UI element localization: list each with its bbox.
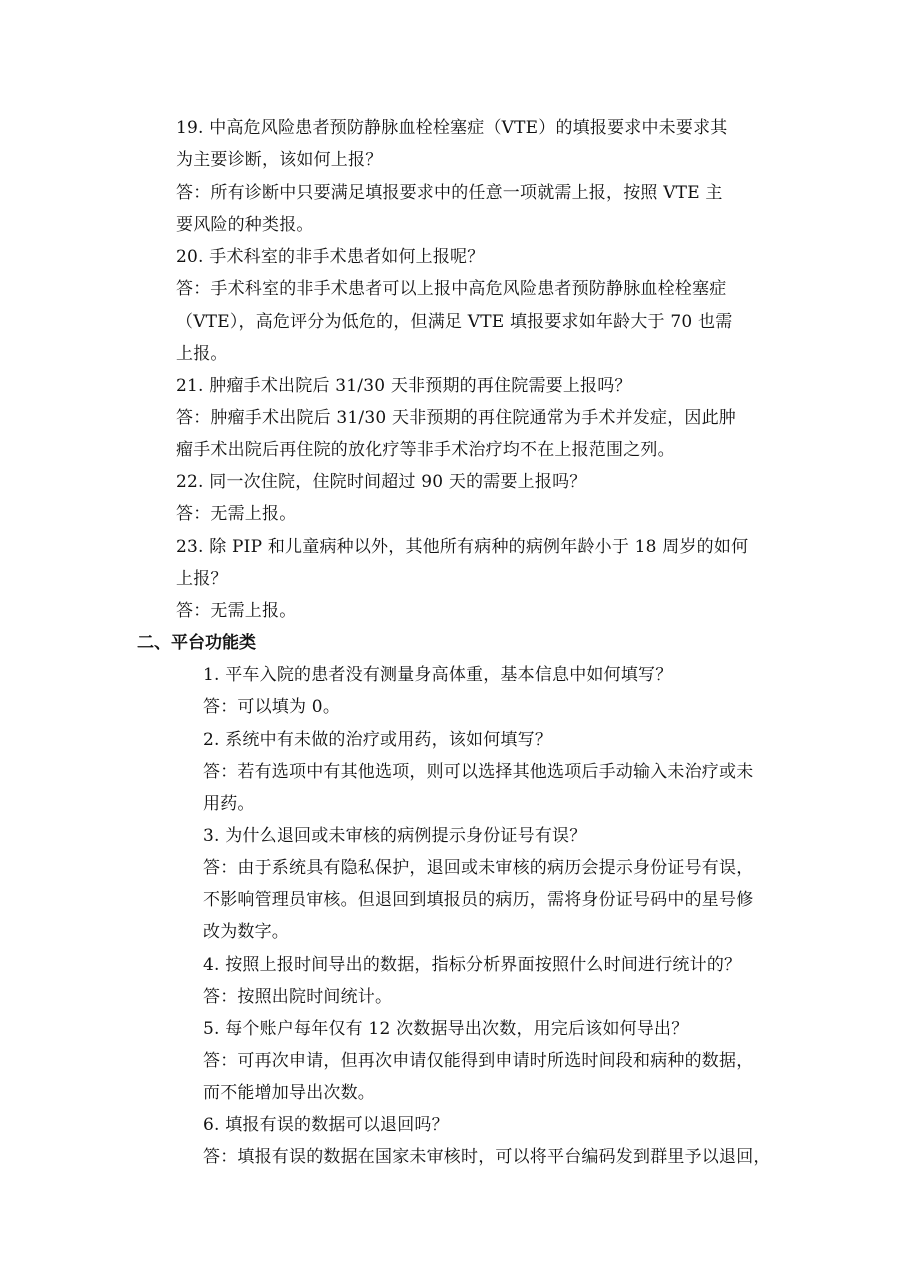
text-line: 5. 每个账户每年仅有 12 次数据导出次数，用完后该如何导出？ [203,1019,689,1039]
text-line: 用药。 [203,794,255,814]
text-line: 19. 中高危风险患者预防静脉血栓栓塞症（VTE）的填报要求中未要求其 [176,118,728,138]
text-line: 22. 同一次住院，住院时间超过 90 天的需要上报吗？ [176,472,587,492]
text-line: 要风险的种类报。 [176,215,314,235]
text-line: 答：所有诊断中只要满足填报要求中的任意一项就需上报，按照 VTE 主 [176,183,723,203]
text-line: 答：若有选项中有其他选项，则可以选择其他选项后手动输入未治疗或未 [203,762,754,782]
text-line: 答：肿瘤手术出院后 31/30 天非预期的再住院通常为手术并发症，因此肿 [176,408,736,428]
text-line: 答：可再次申请，但再次申请仅能得到申请时所选时间段和病种的数据， [203,1051,754,1071]
text-line: 答：无需上报。 [176,601,297,621]
text-line: 4. 按照上报时间导出的数据，指标分析界面按照什么时间进行统计的？ [203,955,742,975]
text-line: 20. 手术科室的非手术患者如何上报呢？ [176,247,485,267]
text-line: 上报。 [176,344,228,364]
text-line: （VTE），高危评分为低危的，但满足 VTE 填报要求如年龄大于 70 也需 [176,312,733,332]
section-heading: 二、平台功能类 [137,633,256,653]
text-line: 23. 除 PIP 和儿童病种以外，其他所有病种的病例年龄小于 18 周岁的如何 [176,537,749,557]
text-line: 答：按照出院时间统计。 [203,987,393,1007]
text-line: 答：可以填为 0。 [203,697,341,717]
text-line: 上报？ [176,569,228,589]
text-line: 改为数字。 [203,922,289,942]
text-line: 6. 填报有误的数据可以退回吗？ [203,1115,449,1135]
text-line: 1. 平车入院的患者没有测量身高体重，基本信息中如何填写？ [203,665,673,685]
text-line: 答：无需上报。 [176,504,297,524]
text-line: 瘤手术出院后再住院的放化疗等非手术治疗均不在上报范围之列。 [176,440,675,460]
text-line: 2. 系统中有未做的治疗或用药，该如何填写？ [203,730,553,750]
text-line: 而不能增加导出次数。 [203,1083,375,1103]
text-line: 3. 为什么退回或未审核的病例提示身份证号有误？ [203,826,587,846]
text-line: 答：填报有误的数据在国家未审核时，可以将平台编码发到群里予以退回， [203,1147,771,1167]
text-line: 答：手术科室的非手术患者可以上报中高危风险患者预防静脉血栓栓塞症 [176,279,727,299]
text-line: 为主要诊断，该如何上报？ [176,150,383,170]
text-line: 答：由于系统具有隐私保护，退回或未审核的病历会提示身份证号有误， [203,858,754,878]
text-line: 不影响管理员审核。但退回到填报员的病历，需将身份证号码中的星号修 [203,890,754,910]
text-line: 21. 肿瘤手术出院后 31/30 天非预期的再住院需要上报吗？ [176,376,632,396]
